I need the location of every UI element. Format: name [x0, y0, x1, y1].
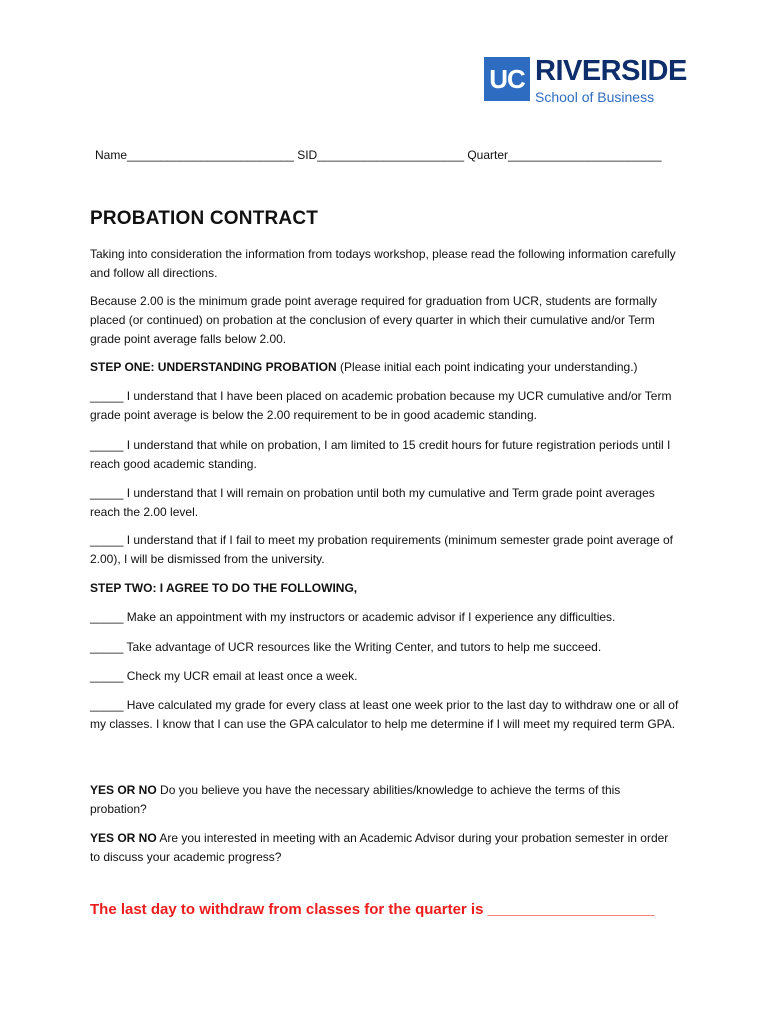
withdraw-deadline[interactable]: The last day to withdraw from classes for the quarter is ____________________ [90, 901, 655, 918]
step-two-heading: STEP TWO: I AGREE TO DO THE FOLLOWING, [90, 581, 358, 595]
intro-paragraph-2: Because 2.00 is the minimum grade point average required for graduation from UCR, students are formally placed (or continued) on probation at the conclusion of every quarter in which their cumulative and/or Term grade point average falls below 2.00. [90, 294, 657, 346]
logo-subtitle: School of Business [535, 89, 655, 105]
logo-wordmark [535, 57, 687, 104]
step-one-heading-line [90, 358, 680, 377]
step-two-item-2[interactable]: _____ Take advantage of UCR resources like the Writing Center, and tutors to help me succeed. [90, 640, 602, 654]
step-one-item-1[interactable]: _____ I understand that I have been placed on academic probation because my UCR cumulative and/or Term grade point average is below the 2.00 requirement to be in good academic standing. [90, 389, 672, 422]
step-one-note: (Please initial each point indicating your understanding.) [336, 360, 638, 374]
step-one-item-2[interactable]: _____ I understand that while on probation, I am limited to 15 credit hours for future registration periods until I reach good academic standing. [90, 438, 671, 471]
step-two-item-4[interactable]: _____ Have calculated my grade for every class at least one week prior to the last day to withdraw one or all of my classes. I know that I can use the GPA calculator to help me determine if I will meet my required term GPA. [90, 698, 679, 731]
uc-badge: UC [484, 57, 530, 101]
step-two-item-1[interactable]: _____ Make an appointment with my instructors or academic advisor if I experience any difficulties. [90, 610, 616, 624]
step-one-item-3[interactable]: _____ I understand that I will remain on probation until both my cumulative and Term grade point averages reach the 2.00 level. [90, 486, 655, 519]
logo-name: RIVERSIDE [535, 55, 687, 87]
question-2-label: YES OR NO [90, 831, 157, 845]
question-2-text: Are you interested in meeting with an Academic Advisor during your probation semester in order to discuss your academic progress? [90, 831, 669, 864]
question-1-text: Do you believe you have the necessary abilities/knowledge to achieve the terms of this probation? [90, 783, 621, 816]
question-2[interactable] [90, 829, 680, 867]
step-two-item-3[interactable]: _____ Check my UCR email at least once a week. [90, 669, 358, 683]
step-one-heading: STEP ONE: UNDERSTANDING PROBATION [90, 360, 337, 374]
intro-paragraph-1: Taking into consideration the information from todays workshop, please read the following information carefully and follow all directions. [90, 247, 676, 280]
question-1[interactable] [90, 781, 680, 819]
step-one-item-4[interactable]: _____ I understand that if I fail to meet my probation requirements (minimum semester grade point average of 2.00), I will be dismissed from the university. [90, 533, 673, 566]
question-1-label: YES OR NO [90, 783, 157, 797]
page-title: PROBATION CONTRACT [90, 208, 319, 229]
student-info-fields[interactable]: Name_________________________ SID______________________ Quarter_______________________ [95, 148, 662, 162]
ucr-business-logo [484, 57, 687, 104]
